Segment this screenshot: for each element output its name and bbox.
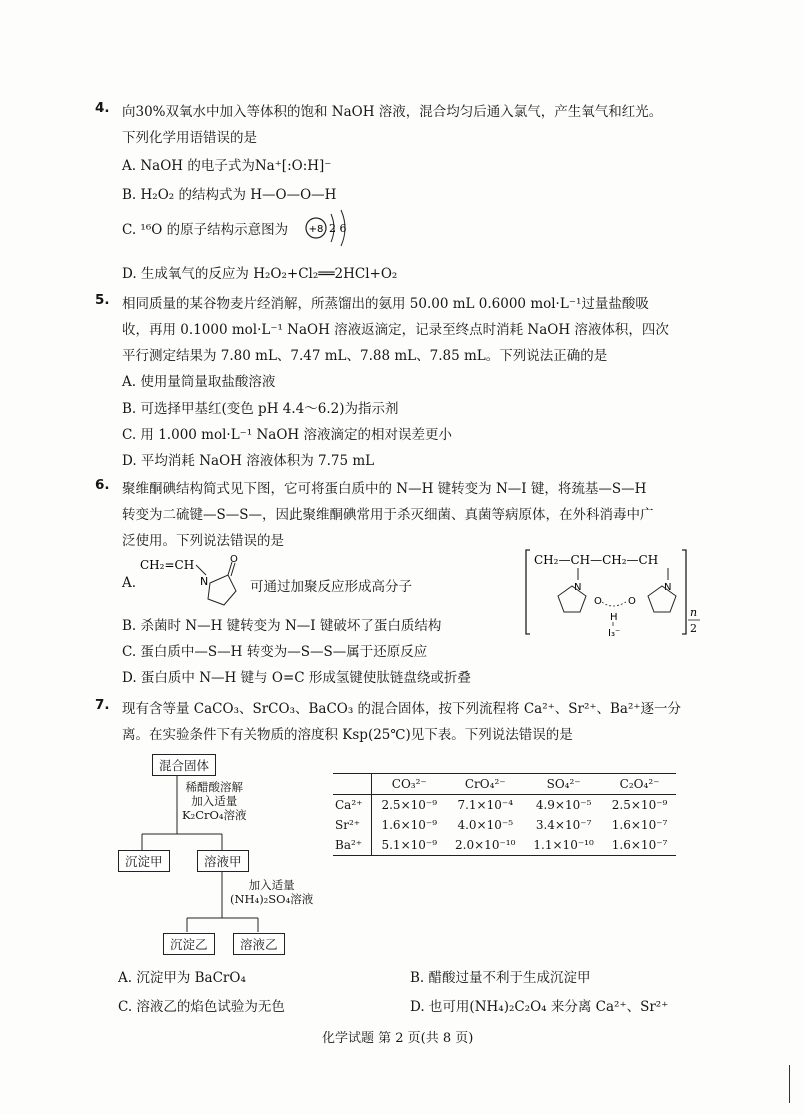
ksp-cell: 4.9×10⁻⁵ [535, 798, 592, 812]
ksp-header-cell: SO₄²⁻ [524, 774, 602, 795]
ksp-cell: 1.1×10⁻¹⁰ [524, 835, 602, 856]
q6-option-c: C. 蛋白质中—S—H 转变为—S—S—属于还原反应 [122, 644, 428, 660]
ksp-cell: 2.5×10⁻⁹ [381, 798, 438, 812]
q6-stem-line1: 聚维酮碘结构简式见下图，它可将蛋白质中的 N—H 键转变为 N—I 键，将巯基—S—H [122, 481, 647, 497]
q7-stem-line2: 离。在实验条件下有关物质的溶度积 Ksp(25℃)见下表。下列说法错误的是 [122, 727, 573, 743]
vinylpyrrolidone-structure [136, 553, 246, 613]
shell-electrons: 2 6 [329, 222, 347, 235]
q4-option-b: B. H₂O₂ 的结构式为 H—O—O—H [122, 187, 337, 203]
povidone-iodine-structure [522, 546, 712, 642]
flow-solution-b: 溶液乙 [233, 933, 285, 955]
ksp-header-cell: C₂O₄²⁻ [603, 774, 677, 795]
q7-number: 7. [95, 697, 110, 713]
flow-precipitate-b: 沉淀乙 [163, 933, 215, 955]
svg-text:O: O [594, 596, 602, 607]
q5-stem-line2: 收，再用 0.1000 mol·L⁻¹ NaOH 溶液返滴定，记录至终点时消耗 NaOH 溶液体积，四次 [122, 322, 669, 338]
q7-option-d: D. 也可用(NH₄)₂C₂O₄ 来分离 Ca²⁺、Sr²⁺ [410, 999, 669, 1015]
flow-step2-note [230, 878, 313, 906]
ksp-table [333, 773, 676, 856]
q5-option-b: B. 可选择甲基红(变色 pH 4.4～6.2)为指示剂 [122, 401, 399, 417]
bridging-hydrogen: H [610, 612, 618, 623]
table-row [333, 795, 676, 816]
polymer-backbone: CH₂—CH—CH₂—CH [534, 553, 659, 567]
ksp-cell: 5.1×10⁻⁹ [372, 835, 446, 856]
q5-option-d: D. 平均消耗 NaOH 溶液体积为 7.75 mL [122, 453, 375, 469]
flow-step2-line2: (NH₄)₂SO₄溶液 [230, 892, 314, 906]
q6-stem-line3: 泛使用。下列说法错误的是 [122, 533, 284, 549]
q7-option-a: A. 沉淀甲为 BaCrO₄ [118, 970, 246, 986]
svg-text:N: N [664, 582, 672, 593]
repeat-n: n [690, 606, 698, 619]
triiodide-label: I₃⁻ [608, 628, 621, 639]
flow-precipitate-a: 沉淀甲 [118, 850, 170, 872]
table-row [333, 815, 676, 835]
ksp-cell: 1.6×10⁻⁷ [611, 818, 668, 832]
q6-option-a-label: A. [122, 575, 137, 591]
q4-option-d: D. 生成氧气的反应为 H₂O₂+Cl₂══2HCl+O₂ [122, 266, 398, 282]
vinyl-group-label: CH₂=CH [140, 558, 195, 572]
flow-solution-a: 溶液甲 [197, 850, 249, 872]
q4-stem-line1: 向30%双氧水中加入等体积的饱和 NaOH 溶液，混合均匀后通入氯气，产生氧气和红光。 [122, 104, 663, 120]
ksp-cell: 2.0×10⁻¹⁰ [446, 835, 524, 856]
nucleus-charge: +8 [308, 224, 324, 235]
ksp-row-label: Ca²⁺ [333, 795, 372, 816]
svg-text:N: N [200, 575, 209, 588]
atom-structure-diagram [303, 208, 363, 248]
q4-option-a: A. NaOH 的电子式为Na⁺[:O:H]⁻ [122, 158, 332, 174]
flow-step1-line1: 稀醋酸溶解 [185, 780, 244, 794]
q4-stem-line2: 下列化学用语错误的是 [122, 130, 257, 146]
q6-option-a-text: 可通过加聚反应形成高分子 [250, 579, 412, 595]
page-footer: 化学试题 第 2 页(共 8 页) [322, 1031, 474, 1046]
ksp-header-cell [333, 774, 372, 795]
ksp-header-cell: CO₃²⁻ [372, 774, 446, 795]
ksp-cell: 1.6×10⁻⁷ [603, 835, 677, 856]
flow-start-box: 混合固体 [152, 754, 216, 776]
svg-text:O: O [628, 596, 636, 607]
ksp-row-label: Ba²⁺ [333, 835, 372, 856]
q5-stem-line1: 相同质量的某谷物麦片经消解，所蒸馏出的氨用 50.00 mL 0.6000 mol·L⁻¹过量盐酸吸 [122, 296, 649, 312]
ksp-header-cell: CrO₄²⁻ [446, 774, 524, 795]
svg-text:N: N [574, 582, 582, 593]
corner-crop-mark [789, 1065, 790, 1103]
ksp-cell: 3.4×10⁻⁷ [535, 818, 592, 832]
q6-option-d: D. 蛋白质中 N—H 键与 O=C 形成氢键使肽链盘绕或折叠 [122, 670, 471, 686]
svg-text:O: O [230, 554, 238, 565]
ksp-cell: 1.6×10⁻⁹ [381, 818, 438, 832]
flow-step1-line3: K₂CrO₄溶液 [182, 808, 247, 822]
flow-step1-line2: 加入适量 [191, 794, 238, 808]
q4-number: 4. [95, 100, 110, 116]
ksp-cell: 4.0×10⁻⁵ [457, 818, 514, 832]
ksp-header-row [333, 774, 676, 795]
ksp-row-label: Sr²⁺ [333, 815, 372, 835]
flow-step2-line1: 加入适量 [248, 878, 295, 892]
q6-number: 6. [95, 477, 110, 493]
q5-stem-line3: 平行测定结果为 7.80 mL、7.47 mL、7.88 mL、7.85 mL。下列说法正确的是 [122, 348, 608, 364]
q4-option-c: C. ¹⁶O 的原子结构示意图为 [122, 222, 289, 238]
flow-step1-note [182, 780, 247, 822]
q6-option-b: B. 杀菌时 N—H 键转变为 N—I 键破坏了蛋白质结构 [122, 618, 442, 634]
q7-option-b: B. 醋酸过量不利于生成沉淀甲 [410, 970, 591, 986]
q5-option-c: C. 用 1.000 mol·L⁻¹ NaOH 溶液滴定的相对误差更小 [122, 427, 452, 443]
q5-number: 5. [95, 292, 110, 308]
repeat-divisor: 2 [690, 622, 697, 635]
ksp-table-wrapper [333, 773, 676, 856]
ksp-cell: 7.1×10⁻⁴ [457, 798, 514, 812]
table-row [333, 835, 676, 856]
q6-stem-line2: 转变为二硫键—S—S—，因此聚维酮碘常用于杀灭细菌、真菌等病原体，在外科消毒中广 [122, 507, 654, 523]
q5-option-a: A. 使用量筒量取盐酸溶液 [122, 374, 276, 390]
ksp-cell: 2.5×10⁻⁹ [611, 798, 668, 812]
q7-stem-line1: 现有含等量 CaCO₃、SrCO₃、BaCO₃ 的混合固体，按下列流程将 Ca²⁺、Sr²⁺、Ba²⁺逐一分 [122, 701, 682, 717]
q7-option-c: C. 溶液乙的焰色试验为无色 [118, 999, 285, 1015]
